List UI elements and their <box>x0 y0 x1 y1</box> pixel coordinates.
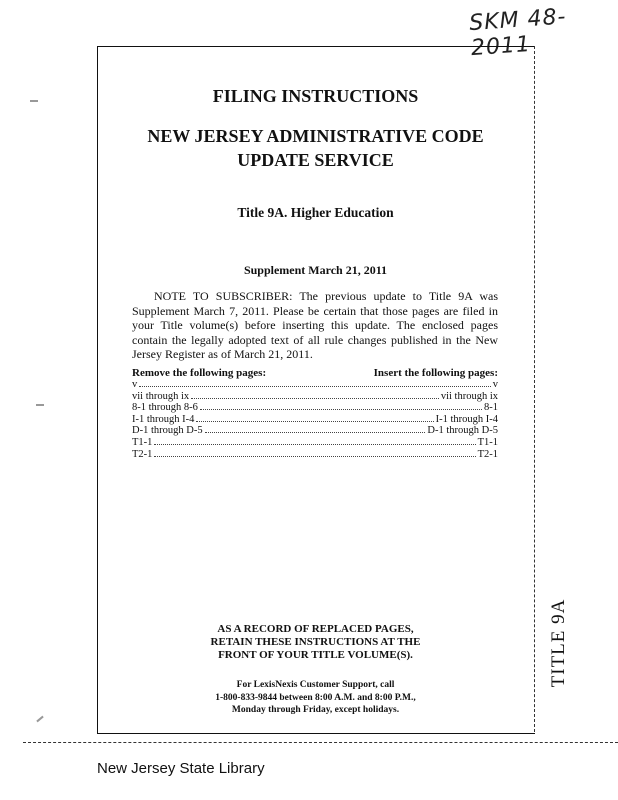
remove-pages: T1-1 <box>132 436 153 448</box>
insert-column-header: Insert the following pages: <box>373 367 498 379</box>
pages-table-header <box>132 367 498 379</box>
remove-pages: T2-1 <box>132 448 153 460</box>
remove-pages: vii through ix <box>132 390 190 402</box>
scan-speck <box>30 100 38 102</box>
record-notice-line2: RETAIN THESE INSTRUCTIONS AT THE <box>210 635 421 648</box>
side-tab-label: TITLE 9A <box>548 598 569 688</box>
table-row <box>132 437 498 449</box>
dot-leader <box>139 386 491 387</box>
subscriber-note: NOTE TO SUBSCRIBER: The previous update to Title 9A was Supplement March 7, 2011. Please be certain that those pages are filed in your Title volume(s) before inserting this update. The enclosed pages contain the legally adopted text of all rule changes published in the New Jersey Register as of March 21, 2011. <box>132 289 498 362</box>
scan-speck <box>36 716 43 723</box>
dot-leader <box>191 398 439 399</box>
table-row <box>132 425 498 437</box>
insert-pages: I-1 through I-4 <box>435 413 498 425</box>
remove-pages: D-1 through D-5 <box>132 425 203 437</box>
dot-leader <box>196 421 433 422</box>
code-title-line1: NEW JERSEY ADMINISTRATIVE CODE <box>147 126 484 146</box>
support-line2: 1-800-833-9844 between 8:00 A.M. and 8:00 P.M., <box>215 692 416 703</box>
title-side-tab <box>540 598 578 688</box>
title-subtitle: Title 9A. Higher Education <box>237 205 394 220</box>
pages-table <box>132 379 498 460</box>
library-stamp: New Jersey State Library <box>97 760 265 777</box>
cut-line <box>23 742 618 743</box>
remove-pages: 8-1 through 8-6 <box>132 402 198 414</box>
dot-leader <box>154 444 475 445</box>
code-title <box>97 124 534 172</box>
remove-pages: v <box>132 379 138 390</box>
table-row <box>132 414 498 426</box>
customer-support <box>97 679 534 717</box>
handwritten-note-text: SKM 48-2011 <box>468 4 568 62</box>
table-row <box>132 379 498 391</box>
insert-pages: vii through ix <box>440 390 498 402</box>
code-title-line2: UPDATE SERVICE <box>237 150 394 170</box>
table-row <box>132 402 498 414</box>
scan-speck <box>36 404 44 406</box>
remove-pages: I-1 through I-4 <box>132 413 195 425</box>
dot-leader <box>154 456 475 457</box>
insert-pages: 8-1 <box>484 402 498 414</box>
remove-column-header: Remove the following pages: <box>132 367 267 379</box>
record-notice-line1: AS A RECORD OF REPLACED PAGES, <box>217 623 414 635</box>
dot-leader <box>200 409 482 410</box>
insert-pages: T1-1 <box>477 436 498 448</box>
insert-pages: T2-1 <box>477 448 498 460</box>
record-notice <box>97 623 534 661</box>
page-title: FILING INSTRUCTIONS <box>212 86 419 106</box>
record-notice-line3: FRONT OF YOUR TITLE VOLUME(S). <box>218 648 413 661</box>
supplement-date: Supplement March 21, 2011 <box>243 263 388 277</box>
table-row <box>132 391 498 403</box>
support-line3: Monday through Friday, except holidays. <box>231 705 400 715</box>
insert-pages: v <box>492 379 498 390</box>
dot-leader <box>205 432 426 433</box>
support-line1: For LexisNexis Customer Support, call <box>236 680 395 690</box>
insert-pages: D-1 through D-5 <box>427 425 498 437</box>
document-frame-right-edge <box>534 46 535 732</box>
table-row <box>132 449 498 461</box>
